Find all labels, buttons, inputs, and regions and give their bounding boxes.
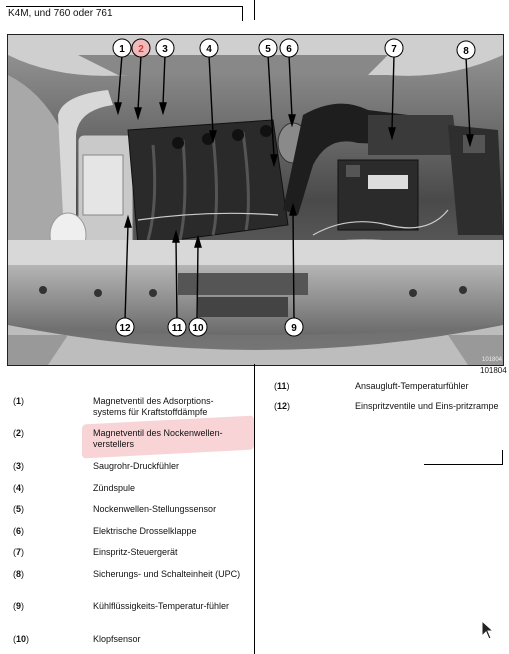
svg-text:10: 10 xyxy=(192,323,204,334)
figure-ref: 101804 xyxy=(480,366,507,375)
legend-text-10: Klopfsensor xyxy=(93,634,141,644)
legend-num-11: (11) xyxy=(274,381,290,391)
legend-num-10: (10) xyxy=(13,634,30,644)
legend-text-3: Saugrohr-Druckfühler xyxy=(93,461,180,471)
callout-5 xyxy=(259,39,277,57)
legend-num-7: (7) xyxy=(13,547,25,557)
column-divider xyxy=(254,364,255,654)
svg-text:3: 3 xyxy=(162,44,168,55)
legend-text-9: Kühlflüssigkeits-Temperatur-fühler xyxy=(93,601,230,611)
svg-text:8: 8 xyxy=(463,46,469,57)
callout-2 xyxy=(132,39,150,57)
legend-num-6: (6) xyxy=(13,526,25,536)
legend-num-8: (8) xyxy=(13,569,25,579)
legend-num-1: (1) xyxy=(13,396,25,406)
legend-num-3: (3) xyxy=(13,461,25,471)
legend-num-12: (12) xyxy=(274,401,291,411)
callout-1 xyxy=(113,39,131,57)
svg-text:2: 2 xyxy=(138,44,144,55)
legend-text-12: Einspritzventile und Eins-pritzrampe xyxy=(355,401,499,411)
callout-3 xyxy=(156,39,174,57)
svg-text:5: 5 xyxy=(265,44,271,55)
callout-6 xyxy=(280,39,298,57)
legend-text-4: Zündspule xyxy=(93,483,136,493)
legend-text-7: Einspritz-Steuergerät xyxy=(93,547,178,557)
legend-text-8: Sicherungs- und Schalteinheit (UPC) xyxy=(93,569,241,579)
legend-num-9: (9) xyxy=(13,601,25,611)
svg-text:7: 7 xyxy=(391,44,397,55)
svg-text:1: 1 xyxy=(119,44,125,55)
figure-ref-inner: 101804 xyxy=(482,357,503,363)
svg-text:6: 6 xyxy=(286,44,292,55)
legend-num-2: (2) xyxy=(13,428,25,438)
top-divider xyxy=(254,0,255,20)
callout-4 xyxy=(200,39,218,57)
legend-text-6: Elektrische Drosselklappe xyxy=(93,526,197,536)
engine-illustration xyxy=(8,35,503,365)
legend-text-11: Ansaugluft-Temperaturfühler xyxy=(355,381,469,391)
callout-9 xyxy=(285,318,303,336)
mouse-pointer-icon xyxy=(481,620,495,645)
callout-12 xyxy=(116,318,134,336)
section-end-mark xyxy=(424,450,503,465)
legend-text-2: Magnetventil des Nockenwellen-verstellers xyxy=(93,428,223,449)
page-header-title: K4M, und 760 oder 761 xyxy=(8,8,113,19)
callout-7 xyxy=(385,39,403,57)
svg-text:4: 4 xyxy=(206,44,212,55)
callout-8 xyxy=(457,41,475,59)
callout-11 xyxy=(168,318,186,336)
legend-num-4: (4) xyxy=(13,483,25,493)
svg-text:9: 9 xyxy=(291,323,297,334)
svg-text:12: 12 xyxy=(119,323,131,334)
engine-bay-photo xyxy=(7,34,504,366)
legend-num-5: (5) xyxy=(13,504,25,514)
callout-10 xyxy=(189,318,207,336)
svg-text:11: 11 xyxy=(171,323,183,334)
legend-text-5: Nockenwellen-Stellungssensor xyxy=(93,504,217,514)
legend-text-1: Magnetventil des Adsorptions-systems für Kraftstoffdämpfe xyxy=(93,396,214,417)
